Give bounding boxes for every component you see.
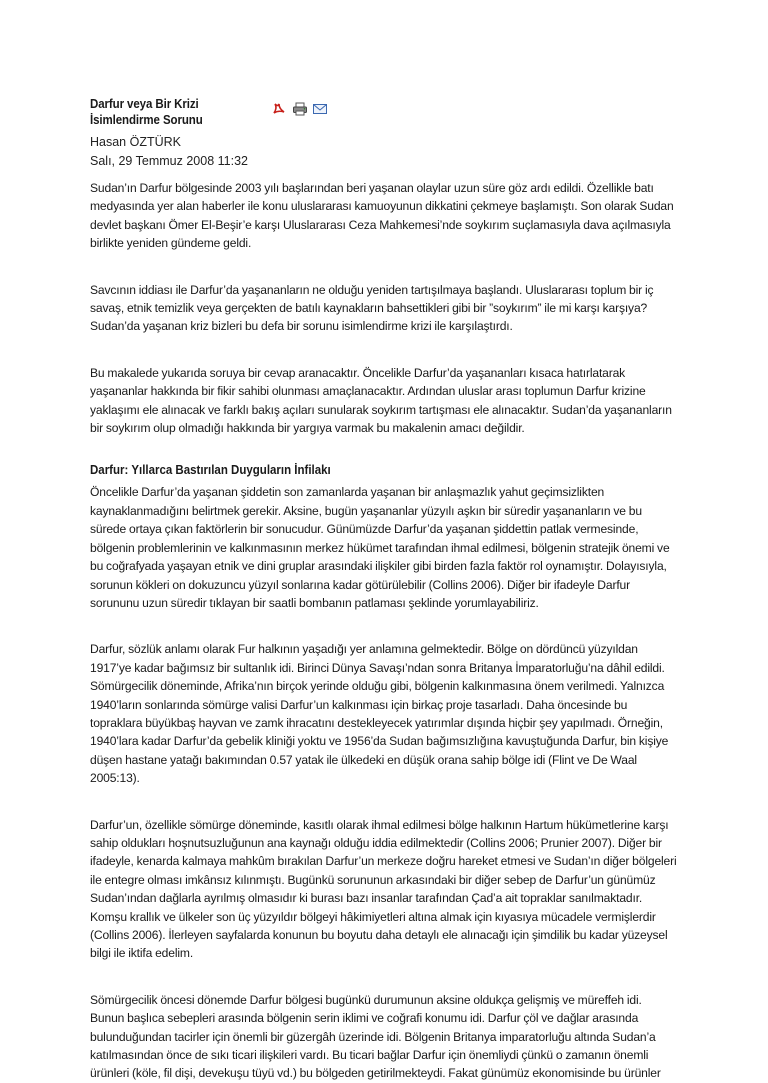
print-icon[interactable] <box>292 102 306 116</box>
author-name: Hasan ÖZTÜRK <box>90 135 181 149</box>
section-paragraph-3: Darfur’un, özellikle sömürge döneminde, kasıtlı olarak ihmal edilmesi bölge halkının Hartum hükümetlerine karşı sahip oldukları hoşnutsuzluğunun ana kaynağı olduğu iddia edilmektedir (Collins 2006; Prunier 2007). Diğer bir ifadeyle, kenarda kalmaya mahkûm bırakılan Darfur’un merkeze doğru hareket etmesi ve Sudan’ın diğer bölgeleri ile entegre olması imkânsız kılınmıştı. Bugünkü sorununun arkasındaki bir diğer sebep de Darfur’un günümüz Sudan’ından dağlarla ayrılmış olmasıdır ki burası bazı insanlar tarafından Çad’a ait topraklar sanılmaktadır. Komşu krallık ve ülkeler son üç yüzyıldır bölgeyi hâkimiyetleri altına almak için kıyasıya mücadele vermişlerdir (Collins 2006). İlerleyen sayfalarda konunun bu boyutu daha detaylı ele alınacağı için şimdilik bu kadar yüzeysel bilgi ile iktifa edelim. <box>90 817 677 961</box>
section-heading: Darfur: Yıllarca Bastırılan Duyguların İnfilakı <box>90 463 331 478</box>
article-container <box>90 96 678 1083</box>
article-header <box>90 96 678 132</box>
article-title <box>90 96 246 128</box>
email-icon[interactable] <box>312 102 326 116</box>
section-paragraph-1: Öncelikle Darfur’da yaşanan şiddetin son zamanlarda yaşanan bir anlaşmazlık yahut geçimsizlikten kaynaklanmadığını belirtmek gerekir. Aksine, bugün yaşananlar yüzyılı aşkın bir süredir yaşananların ve bu sürede ortaya çıkan faktörlerin bir sonucudur. Günümüzde Darfur’da yaşanan şiddettin patlak vermesinde, bölgenin problemlerinin ve kalkınmasının merkez hükümet tarafından ihmal edilmesi, bölgenin stratejik önemi ve bu coğrafyada yaşayan etnik ve dini gruplar arasındaki ilişkiler gibi birden fazla faktör rol oynamıştır. Dolayısıyla, sorunun kökleri on dokuzuncu yüzyıl sonlarına kadar götürülebilir (Collins 2006). Diğer bir ifadeyle Darfur sorununu uzun süredir tıklayan bir saatli bombanın patlaması şeklinde yorumlayabiliriz. <box>90 485 670 610</box>
article-actions <box>272 102 326 116</box>
section-paragraph-2: Darfur, sözlük anlamı olarak Fur halkının yaşadığı yer anlamına gelmektedir. Bölge on dördüncü yüzyıldan 1917’ye kadar bağımsız bir sultanlık idi. Birinci Dünya Savaşı’ndan sonra Britanya İmparatorluğu’na dâhil edildi. Sömürgecilik döneminde, Afrika’nın birçok yerinde olduğu gibi, bölgenin kalkınmasına önem verilmedi. Yalnızca 1940’ların sonlarında sömürge valisi Darfur’un kalkınması için birkaç proje tasarladı. Daha öncesinde bu topraklara büyükbaş hayvan ve zamk ihracatını destekleyecek yatırımlar dışında hiçbir şey yapılmadı. Örneğin, 1940’lara kadar Darfur’da gebelik kliniği yoktu ve 1956’da Sudan bağımsızlığına kavuştuğunda Darfur, bin kişiye düşen hastane yatağı bakımından 0.57 yatak ile ülkedeki en düşük orana sahip bölge idi (Flint ve De Waal 2005:13). <box>90 642 669 786</box>
publish-date: Salı, 29 Temmuz 2008 11:32 <box>90 154 248 168</box>
intro-paragraph-3: Bu makalede yukarıda soruya bir cevap aranacaktır. Öncelikle Darfur’da yaşananları kısaca hatırlatarak yaşananlar hakkında bir fikir sahibi olunması amaçlanacaktır. Ardından uluslar arası toplumun Darfur krizine yaklaşımı ele alınacak ve farklı bakış açıları sunularak soykırım tartışması ele alınacaktır. Sudan’da yaşananların bir soykırım olup olmadığı hakkında bir yargıya varmak bu makalenin amacı değildir. <box>90 365 672 436</box>
pdf-icon[interactable] <box>272 102 286 116</box>
section-paragraph-4: Sömürgecilik öncesi dönemde Darfur bölgesi bugünkü durumunun aksine oldukça gelişmiş ve müreffeh idi. Bunun başlıca sebepleri arasında bölgenin serin iklimi ve coğrafi konumu idi. Darfur çöl ve dağlar arasında bulunduğundan tacirler için önemli bir güzergâh üzerinde idi. Bölgenin Britanya imparatorluğu altında Sudan’a katılmasından önce de sıkı ticari ilişkileri vardı. Bu ticari bağlar Darfur için önemliydi çünkü o zamanın önemli ürünleri (köle, fil dişi, devekuşu tüyü vd.) bu bölgeden getirilmekteydi. Fakat günümüz ekonomisinde bu ürünler <box>90 992 661 1081</box>
intro-paragraph-1: Sudan’ın Darfur bölgesinde 2003 yılı başlarından beri yaşanan olaylar uzun süre göz ardı edildi. Özellikle batı medyasında yer alan haberler ile konu uluslararası kamuoyunun dikkatini çekmeye başlamıştı. Son olarak Sudan devlet başkanı Ömer El-Beşir’e karşı Uluslararası Ceza Mahkemesi’nde soykırım suçlamasıyla dava açılmasıyla birlikte yeniden gündeme geldi. <box>90 181 674 251</box>
article-title-line-2: İsimlendirme Sorunu <box>90 113 203 127</box>
article-title-line-1: Darfur veya Bir Krizi <box>90 97 199 111</box>
intro-paragraph-2: Savcının iddiası ile Darfur’da yaşananların ne olduğu yeniden tartışılmaya başlandı. Uluslararası toplum bir iç savaş, etnik temizlik veya gerçekten de batılı kaynakların bahsettikleri gibi bir ”soykırım” ile mi karşı karşıya? Sudan’da yaşanan kriz bizleri bu defa bir sorunu isimlendirme krizi ile karşılaştırdı. <box>90 282 654 334</box>
article-meta <box>90 133 678 171</box>
